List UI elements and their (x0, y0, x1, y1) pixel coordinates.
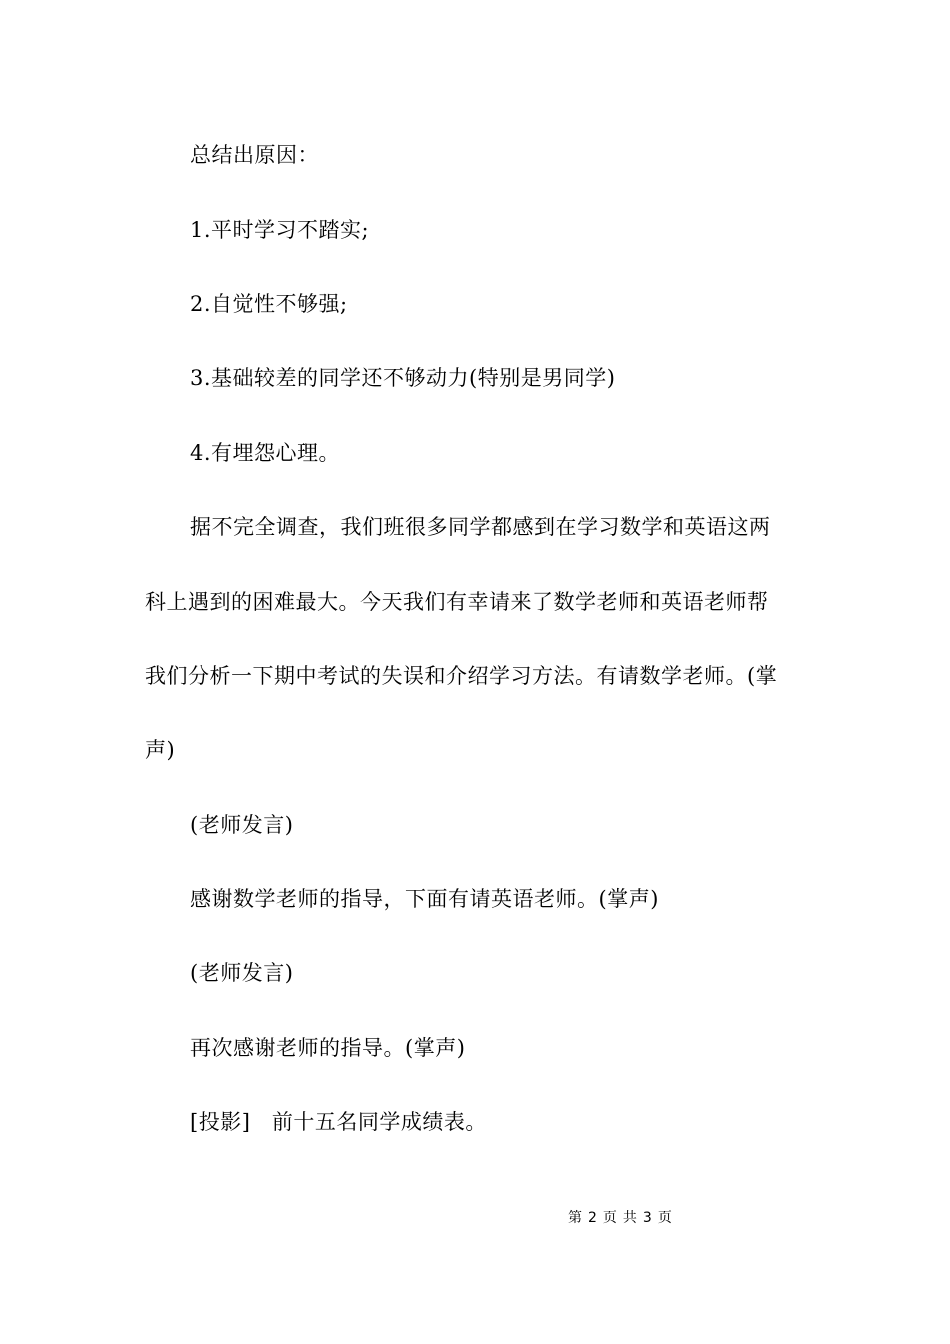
paragraph-survey-line-3: 我们分析一下期中考试的失误和介绍学习方法。有请数学老师。(掌 (145, 664, 778, 688)
footer-di: 第 (568, 1210, 582, 1226)
footer-current-page: 2 (588, 1210, 597, 1226)
list-item-2: 2.自觉性不够强; (190, 292, 348, 316)
paragraph-survey-line-1: 据不完全调查，我们班很多同学都感到在学习数学和英语这两 (190, 515, 771, 539)
footer-ye: 页 (602, 1210, 617, 1226)
paragraph-teacher-speech-2: (老师发言) (190, 961, 294, 985)
paragraph-survey-line-4: 声) (145, 738, 176, 762)
paragraph-survey-line-2: 科上遇到的困难最大。今天我们有幸请来了数学老师和英语老师帮 (145, 590, 769, 614)
page-footer (565, 1208, 675, 1228)
list-item-1: 1.平时学习不踏实; (190, 218, 370, 242)
paragraph-summary-heading: 总结出原因： (190, 143, 319, 167)
paragraph-teacher-speech-1: (老师发言) (190, 813, 294, 837)
footer-ye-2: 页 (657, 1210, 672, 1226)
paragraph-projection: [投影] 前十五名同学成绩表。 (190, 1110, 487, 1134)
list-item-4: 4.有埋怨心理。 (190, 441, 341, 465)
footer-total-pages: 3 (642, 1210, 652, 1226)
footer-gong: 共 (622, 1210, 637, 1226)
paragraph-thanks-again: 再次感谢老师的指导。(掌声) (190, 1036, 466, 1060)
paragraph-thanks-math: 感谢数学老师的指导，下面有请英语老师。(掌声) (190, 887, 659, 911)
list-item-3: 3.基础较差的同学还不够动力(特别是男同学) (190, 366, 616, 390)
